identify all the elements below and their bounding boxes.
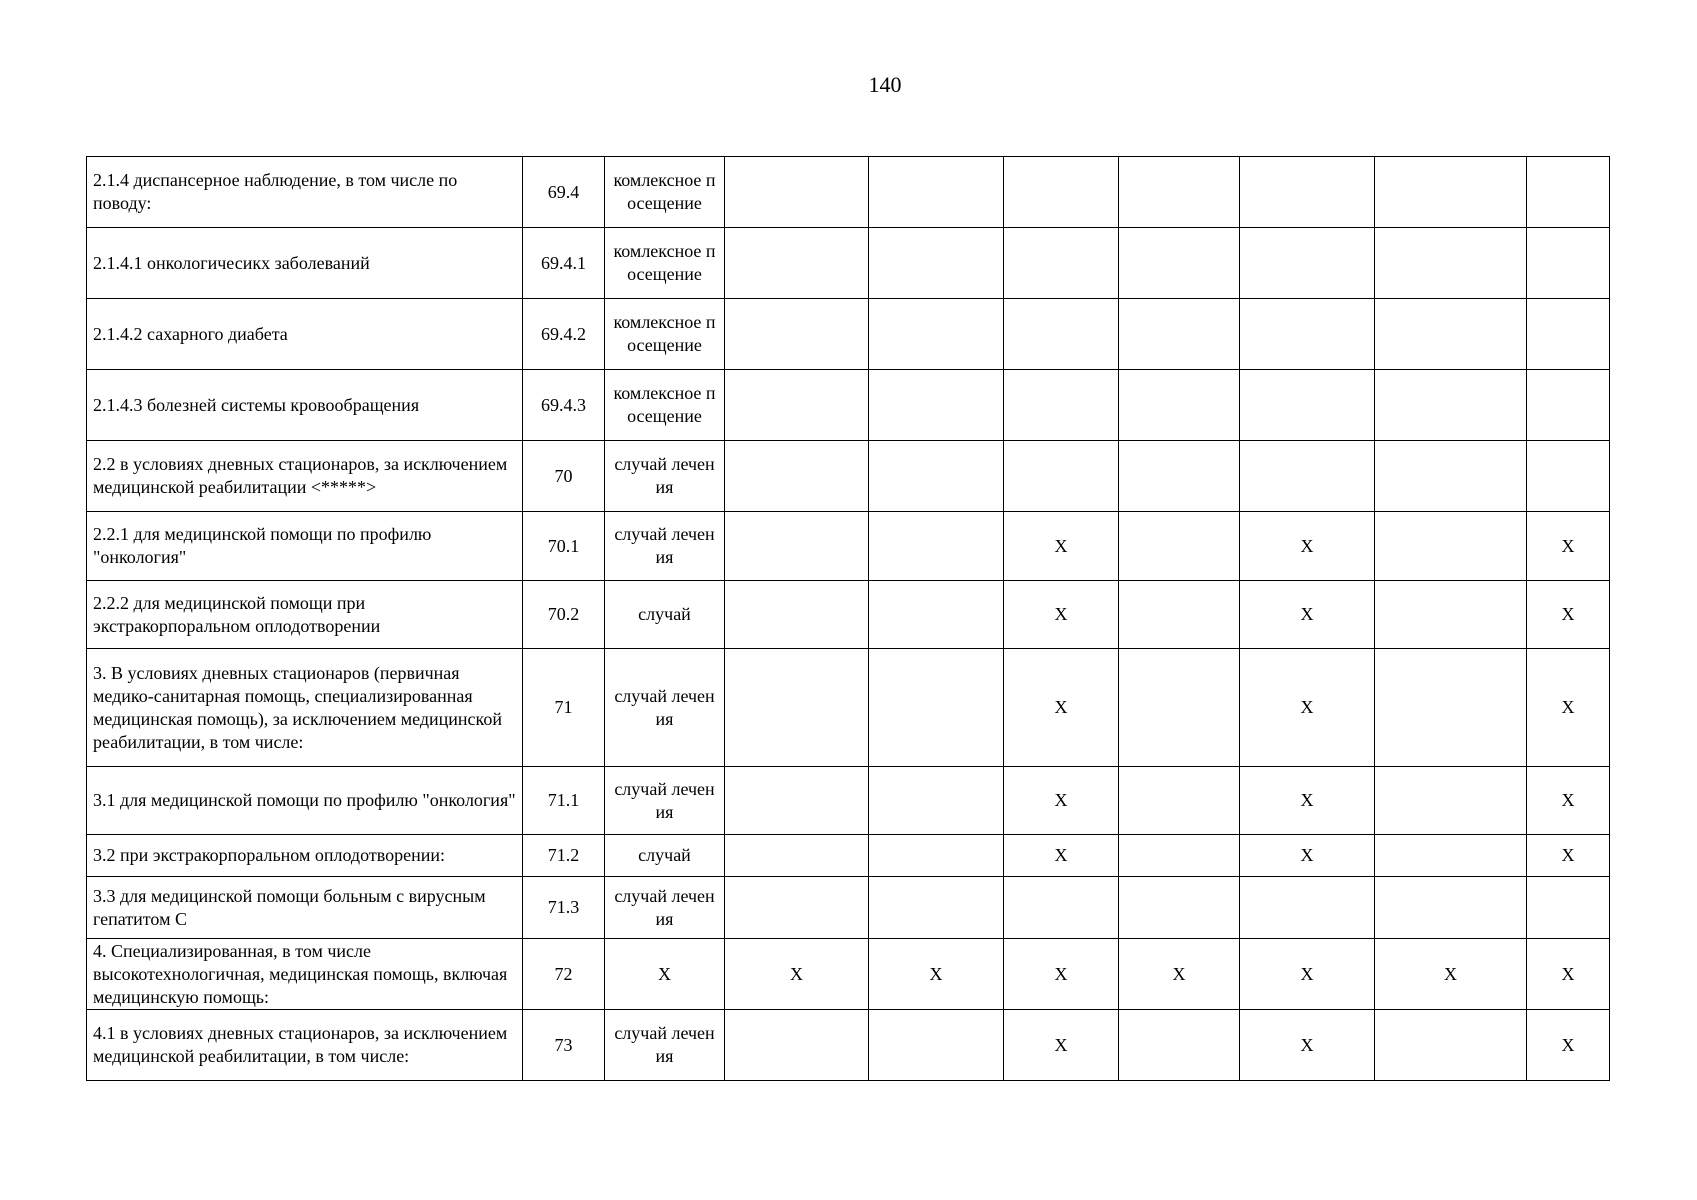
row-name-cell: 2.1.4 диспансерное наблюдение, в том числе по поводу:: [87, 157, 523, 228]
row-name-cell: 2.1.4.2 сахарного диабета: [87, 299, 523, 370]
row-unit-cell: комлексное посещение: [605, 228, 725, 299]
row-value-cell: [725, 877, 869, 939]
row-value-cell: [1119, 581, 1240, 649]
row-value-cell: [1527, 228, 1610, 299]
table-row: [87, 441, 1610, 512]
row-value-cell: X: [1119, 939, 1240, 1010]
row-unit-cell: X: [605, 939, 725, 1010]
row-value-cell: X: [1240, 581, 1375, 649]
row-value-cell: [869, 299, 1004, 370]
table-row: [87, 877, 1610, 939]
row-code-cell: 69.4.1: [523, 228, 605, 299]
row-value-cell: [1527, 441, 1610, 512]
row-value-cell: [1004, 157, 1119, 228]
row-value-cell: X: [1240, 835, 1375, 877]
row-value-cell: [869, 1010, 1004, 1081]
row-name-cell: 3.2 при экстракорпоральном оплодотворении:: [87, 835, 523, 877]
row-value-cell: [1119, 441, 1240, 512]
row-code-cell: 73: [523, 1010, 605, 1081]
row-code-cell: 70: [523, 441, 605, 512]
row-name-cell: 2.1.4.3 болезней системы кровообращения: [87, 370, 523, 441]
row-value-cell: [1119, 157, 1240, 228]
row-value-cell: [1375, 299, 1527, 370]
row-value-cell: [1375, 877, 1527, 939]
row-value-cell: [1375, 157, 1527, 228]
row-value-cell: [1375, 835, 1527, 877]
row-value-cell: [1004, 228, 1119, 299]
row-value-cell: X: [1527, 649, 1610, 767]
row-value-cell: [725, 441, 869, 512]
row-value-cell: [1527, 299, 1610, 370]
row-code-cell: 72: [523, 939, 605, 1010]
row-unit-cell: случай лечения: [605, 512, 725, 581]
row-name-cell: 3.1 для медицинской помощи по профилю "онкология": [87, 767, 523, 835]
row-value-cell: [1240, 299, 1375, 370]
row-value-cell: X: [1240, 767, 1375, 835]
row-value-cell: [1527, 157, 1610, 228]
row-value-cell: [1375, 512, 1527, 581]
data-table: [86, 156, 1610, 1081]
row-value-cell: [725, 1010, 869, 1081]
table-row: [87, 835, 1610, 877]
row-value-cell: X: [1004, 649, 1119, 767]
table-row: [87, 157, 1610, 228]
table-row: [87, 1010, 1610, 1081]
row-name-cell: 3. В условиях дневных стационаров (первичная медико-санитарная помощь, специализированная медицинская помощь), за исключением медицинской реабилитации, в том числе:: [87, 649, 523, 767]
row-value-cell: X: [1527, 767, 1610, 835]
row-value-cell: X: [1527, 939, 1610, 1010]
row-name-cell: 4.1 в условиях дневных стационаров, за исключением медицинской реабилитации, в том числе:: [87, 1010, 523, 1081]
row-value-cell: X: [725, 939, 869, 1010]
row-value-cell: [1240, 877, 1375, 939]
row-value-cell: [1119, 877, 1240, 939]
row-value-cell: X: [1240, 649, 1375, 767]
table-row: [87, 767, 1610, 835]
row-name-cell: 2.2 в условиях дневных стационаров, за исключением медицинской реабилитации <*****>: [87, 441, 523, 512]
table-row: [87, 512, 1610, 581]
row-name-cell: 4. Специализированная, в том числе высокотехнологичная, медицинская помощь, включая медицинскую помощь:: [87, 939, 523, 1010]
row-code-cell: 69.4: [523, 157, 605, 228]
row-value-cell: [725, 767, 869, 835]
row-value-cell: [725, 299, 869, 370]
row-value-cell: [1119, 767, 1240, 835]
row-value-cell: [869, 649, 1004, 767]
row-code-cell: 71.3: [523, 877, 605, 939]
row-value-cell: X: [1240, 939, 1375, 1010]
row-value-cell: [1375, 228, 1527, 299]
row-code-cell: 71.1: [523, 767, 605, 835]
row-code-cell: 71: [523, 649, 605, 767]
row-value-cell: [1240, 441, 1375, 512]
row-unit-cell: случай лечения: [605, 441, 725, 512]
table-row: [87, 299, 1610, 370]
row-value-cell: [869, 512, 1004, 581]
row-value-cell: [869, 441, 1004, 512]
row-unit-cell: случай: [605, 581, 725, 649]
row-unit-cell: случай лечения: [605, 1010, 725, 1081]
row-value-cell: [1375, 370, 1527, 441]
row-value-cell: [1375, 581, 1527, 649]
row-value-cell: X: [1527, 1010, 1610, 1081]
row-value-cell: [1119, 512, 1240, 581]
row-value-cell: [1004, 370, 1119, 441]
row-unit-cell: случай: [605, 835, 725, 877]
row-value-cell: [869, 767, 1004, 835]
row-value-cell: [869, 370, 1004, 441]
row-value-cell: [869, 877, 1004, 939]
row-code-cell: 70.1: [523, 512, 605, 581]
row-value-cell: [725, 157, 869, 228]
table-row: [87, 370, 1610, 441]
row-value-cell: [1240, 228, 1375, 299]
table-row: [87, 649, 1610, 767]
row-value-cell: [1119, 370, 1240, 441]
row-unit-cell: комлексное посещение: [605, 157, 725, 228]
row-value-cell: [869, 228, 1004, 299]
row-value-cell: [1119, 299, 1240, 370]
row-code-cell: 69.4.2: [523, 299, 605, 370]
row-value-cell: X: [1004, 1010, 1119, 1081]
row-value-cell: [1119, 228, 1240, 299]
row-unit-cell: случай лечения: [605, 877, 725, 939]
row-name-cell: 2.2.2 для медицинской помощи при экстракорпоральном оплодотворении: [87, 581, 523, 649]
row-value-cell: X: [1527, 835, 1610, 877]
row-value-cell: [869, 157, 1004, 228]
row-unit-cell: случай лечения: [605, 767, 725, 835]
row-value-cell: [725, 370, 869, 441]
row-code-cell: 71.2: [523, 835, 605, 877]
row-value-cell: [1375, 441, 1527, 512]
row-value-cell: [1004, 299, 1119, 370]
row-value-cell: [1004, 441, 1119, 512]
table-row: [87, 939, 1610, 1010]
row-value-cell: X: [1240, 1010, 1375, 1081]
row-value-cell: [869, 581, 1004, 649]
row-value-cell: X: [1375, 939, 1527, 1010]
row-value-cell: [725, 835, 869, 877]
row-value-cell: X: [1004, 512, 1119, 581]
row-value-cell: [1527, 370, 1610, 441]
row-value-cell: X: [1240, 512, 1375, 581]
row-unit-cell: случай лечения: [605, 649, 725, 767]
row-value-cell: [1119, 649, 1240, 767]
row-code-cell: 69.4.3: [523, 370, 605, 441]
table-row: [87, 228, 1610, 299]
row-value-cell: [725, 649, 869, 767]
row-value-cell: X: [1004, 581, 1119, 649]
table-row: [87, 581, 1610, 649]
row-value-cell: [1240, 370, 1375, 441]
row-value-cell: [1119, 1010, 1240, 1081]
row-value-cell: [1375, 767, 1527, 835]
row-value-cell: X: [869, 939, 1004, 1010]
row-value-cell: [1240, 157, 1375, 228]
row-value-cell: [869, 835, 1004, 877]
row-value-cell: X: [1527, 512, 1610, 581]
row-value-cell: X: [1004, 767, 1119, 835]
row-value-cell: [1375, 1010, 1527, 1081]
row-value-cell: [725, 512, 869, 581]
row-name-cell: 2.2.1 для медицинской помощи по профилю "онкология": [87, 512, 523, 581]
row-value-cell: [725, 228, 869, 299]
row-name-cell: 2.1.4.1 онкологичесикх заболеваний: [87, 228, 523, 299]
row-value-cell: [1004, 877, 1119, 939]
row-value-cell: [1375, 649, 1527, 767]
row-value-cell: [725, 581, 869, 649]
row-value-cell: X: [1004, 939, 1119, 1010]
row-code-cell: 70.2: [523, 581, 605, 649]
page-number: 140: [868, 72, 902, 97]
row-value-cell: X: [1527, 581, 1610, 649]
row-unit-cell: комлексное посещение: [605, 299, 725, 370]
row-value-cell: X: [1004, 835, 1119, 877]
row-value-cell: [1119, 835, 1240, 877]
row-unit-cell: комлексное посещение: [605, 370, 725, 441]
row-value-cell: [1527, 877, 1610, 939]
row-name-cell: 3.3 для медицинской помощи больным с вирусным гепатитом С: [87, 877, 523, 939]
